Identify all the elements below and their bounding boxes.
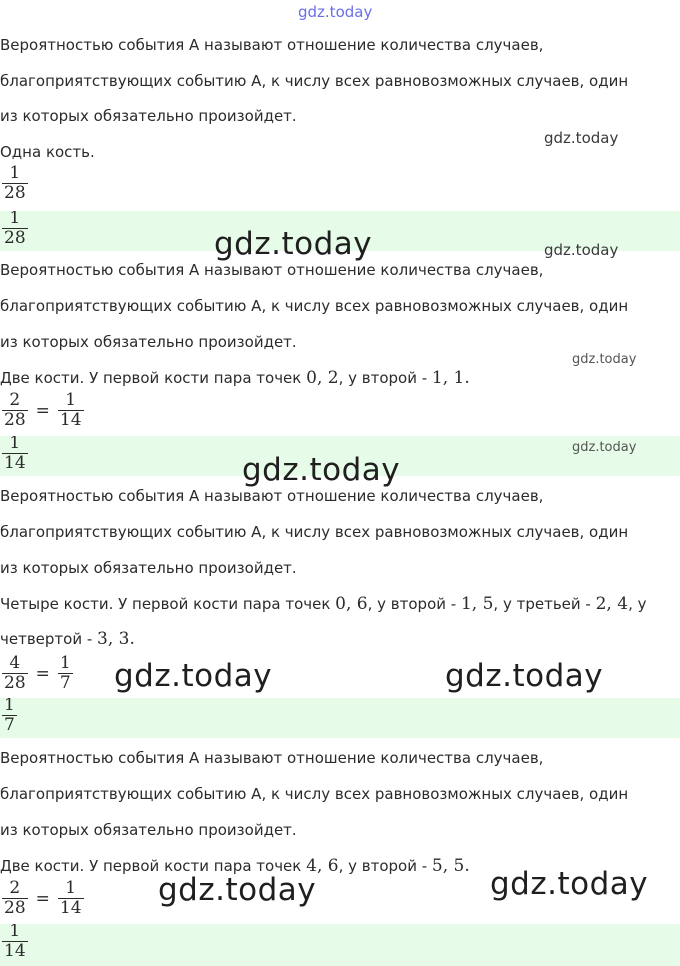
fraction-numerator: 1: [65, 878, 77, 898]
answer-denominator: 28: [4, 228, 26, 248]
statement-3: [0, 594, 646, 614]
dice-pair-3: 2, 4: [595, 594, 629, 614]
statement-text: четвертой -: [0, 630, 98, 648]
fraction-denominator: 28: [4, 410, 26, 430]
answer-fraction-2: [2, 436, 28, 473]
watermark-top: gdz.today: [298, 3, 373, 21]
watermark: gdz.today: [158, 872, 317, 908]
definition-line-3: из которых обязательно произойдет.: [0, 559, 297, 577]
statement-text: Четыре кости. У первой кости пара точек: [0, 595, 336, 613]
watermark: gdz.today: [572, 352, 637, 367]
fraction-numerator: 1: [9, 163, 21, 183]
statement-text: , у третьей -: [493, 595, 596, 613]
statement-end: .: [464, 856, 470, 876]
definition-line-2: благоприятствующих событию А, к числу всех равновозможных случаев, один: [0, 523, 629, 541]
definition-line-3: из которых обязательно произойдет.: [0, 107, 297, 125]
answer-fraction-3: [2, 698, 17, 735]
fraction-numerator: 2: [9, 390, 21, 410]
definition-line-1: Вероятностью события А называют отношение количества случаев,: [0, 749, 544, 767]
fraction-2: [2, 391, 84, 430]
statement-text: , у второй -: [338, 857, 432, 875]
definition-line-2: благоприятствующих событию А, к числу всех равновозможных случаев, один: [0, 785, 629, 803]
dice-pair-2: 5, 5: [431, 856, 465, 876]
answer-band-3: [0, 698, 680, 738]
fraction-denominator: 28: [4, 898, 26, 918]
watermark: gdz.today: [572, 440, 637, 455]
equals-sign: =: [35, 888, 50, 909]
fraction-3: [2, 654, 73, 693]
watermark: gdz.today: [214, 226, 373, 262]
fraction-1: [2, 164, 28, 203]
watermark: gdz.today: [544, 241, 619, 259]
dice-pair-2: 1, 1: [431, 368, 465, 388]
watermark: gdz.today: [544, 129, 619, 147]
fraction-denominator: 28: [4, 183, 26, 203]
answer-denominator: 14: [4, 941, 26, 961]
statement-text: , у: [628, 595, 647, 613]
watermark: gdz.today: [445, 658, 604, 694]
answer-numerator: 1: [9, 211, 21, 228]
watermark: gdz.today: [242, 452, 401, 488]
statement-3-line-2: [0, 629, 135, 649]
statement-text: , у второй -: [367, 595, 461, 613]
equals-sign: =: [35, 400, 50, 421]
statement-text: Две кости. У первой кости пара точек: [0, 857, 307, 875]
fraction-denominator: 28: [4, 673, 26, 693]
answer-denominator: 7: [4, 715, 15, 735]
statement-end: .: [464, 368, 470, 388]
dice-pair-1: 0, 6: [335, 594, 368, 614]
answer-fraction-1: [2, 211, 28, 248]
answer-denominator: 14: [4, 453, 26, 473]
answer-numerator: 1: [9, 436, 21, 453]
statement-text: Две кости. У первой кости пара точек: [0, 369, 307, 387]
definition-line-1: Вероятностью события А называют отношение количества случаев,: [0, 487, 544, 505]
watermark: gdz.today: [490, 866, 649, 902]
fraction-numerator: 4: [9, 653, 21, 673]
answer-numerator: 1: [4, 698, 15, 715]
fraction-denominator: 14: [59, 898, 82, 918]
equals-sign: =: [35, 663, 50, 684]
fraction-denominator: 14: [59, 410, 82, 430]
statement-1: Одна кость.: [0, 143, 95, 161]
definition-line-3: из которых обязательно произойдет.: [0, 821, 297, 839]
answer-numerator: 1: [9, 924, 21, 941]
answer-band-4: [0, 924, 680, 966]
fraction-numerator: 2: [9, 878, 21, 898]
statement-2: [0, 368, 470, 388]
fraction-denominator: 7: [59, 673, 71, 693]
watermark: gdz.today: [114, 658, 273, 694]
dice-pair-2: 1, 5: [460, 594, 494, 614]
fraction-numerator: 1: [65, 390, 77, 410]
definition-line-3: из которых обязательно произойдет.: [0, 333, 297, 351]
definition-line-1: Вероятностью события А называют отношение количества случаев,: [0, 36, 544, 54]
dice-pair-4: 3, 3: [97, 629, 130, 649]
definition-line-1: Вероятностью события А называют отношение количества случаев,: [0, 261, 544, 279]
statement-text: , у второй -: [338, 369, 432, 387]
answer-fraction-4: [2, 924, 28, 961]
definition-line-2: благоприятствующих событию А, к числу всех равновозможных случаев, один: [0, 297, 629, 315]
fraction-numerator: 1: [59, 653, 71, 673]
dice-pair-1: 0, 2: [306, 368, 339, 388]
fraction-4: [2, 879, 84, 918]
statement-end: .: [129, 629, 135, 649]
definition-line-2: благоприятствующих событию А, к числу всех равновозможных случаев, один: [0, 72, 629, 90]
dice-pair-1: 4, 6: [306, 856, 339, 876]
